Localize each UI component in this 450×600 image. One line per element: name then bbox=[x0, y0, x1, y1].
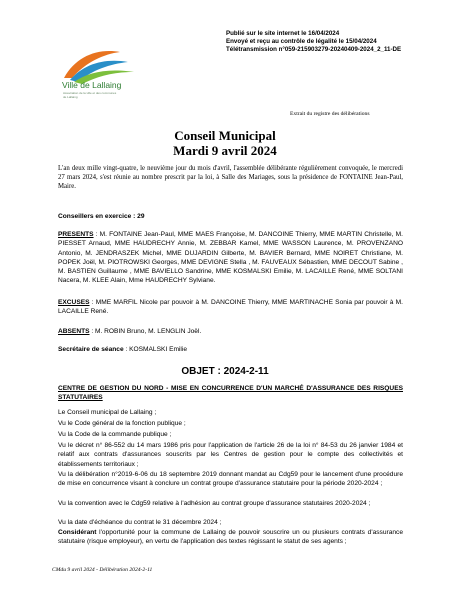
presents-text: : M. FONTAINE Jean-Paul, MME MAES Françoise, M. DANCOINE Thierry, MME MARTIN Christelle, M. PIESSET Arnaud, MME HAUDRECHY Annie, M. ZEBBAR Kamel, MME WASSON Laurence, M. PROVENZANO Antonio, M. JENDRASZEK Michel, MME DUJARDIN Gilberte, M. BAVIER Bernard, MME NOIRET Christiane, M. POPEK Joël, M. PIOTROWSKI Georges, MME DEVIGNE Stella , M. FAUVEAUX Sébastien, MME DECOUT Sabine , M. BASTIEN Guillaume , MME BAVIELLO Sandrine, MME KOSMALSKI Emilie, M. LACAILLE René, MME SOLTANI Nacera, M. KLEE Alain, Mme HAUDRECHY Sylviane. bbox=[58, 231, 403, 285]
presents-label: PRESENTS bbox=[58, 231, 94, 238]
intro-paragraph: L'an deux mille vingt-quatre, le neuvième jour du mois d'avril, l'assemblée délibérante régulièrement convoquée, le mercredi 27 mars 2024, s'est réunie au nombre prescrit par la loi, à Salle des Mariages, sous la présidence de FONTAINE Jean-Paul, Maire. bbox=[58, 165, 403, 191]
conseillers-count: Conseillers en exercice : 29 bbox=[58, 213, 145, 220]
considerant-label: Considérant bbox=[58, 529, 97, 536]
body-paragraph: Vu le Code général de la fonction publique ; bbox=[58, 420, 186, 427]
secretaire-label: Secrétaire de séance bbox=[58, 346, 124, 353]
publication-line: Envoyé et reçu au contrôle de légalité le 15/04/2024 bbox=[226, 38, 377, 45]
body-paragraph: Vu la Code de la commande publique ; bbox=[58, 431, 172, 438]
absents-label: ABSENTS bbox=[58, 328, 90, 335]
publication-info bbox=[226, 30, 401, 54]
body-paragraph: Vu la délibération n°2019-6-06 du 18 septembre 2019 donnant mandat au Cdg59 pour le lancement d'une procédure de mise en concurrence visant à conclure un contrat groupe d'assurance statutaire pour la période 2020-2024 ; bbox=[58, 471, 403, 488]
publication-line: Télétransmission n°059-215903279-20240409-2024_2_11-DE bbox=[226, 46, 402, 53]
title-date: Mardi 9 avril 2024 bbox=[173, 143, 277, 158]
excuses-text: : MME MARFIL Nicole par pouvoir à M. DANCOINE Thierry, MME MARTINACHE Sonia par pouvoir à M. LACAILLE René. bbox=[58, 299, 403, 316]
title-conseil: Conseil Municipal bbox=[174, 128, 276, 143]
considerant-text: l'opportunité pour la commune de Lallaing de pouvoir souscrire un ou plusieurs contrats d'assurance statutaire (risque employeur), en vertu de l'application des textes régissant le statut de ses agents ; bbox=[58, 529, 403, 546]
publication-line: Publié sur le site internet le 16/04/2024 bbox=[226, 30, 340, 37]
subject-heading: CENTRE DE GESTION DU NORD - MISE EN CONCURRENCE D'UN MARCHÉ D'ASSURANCE DES RISQUES STATUTAIRES bbox=[58, 385, 403, 402]
logo-subtitle: Association de la ville et des communes de Lallaing bbox=[63, 91, 117, 99]
objet-heading: OBJET : 2024-2-11 bbox=[181, 366, 269, 377]
absents-paragraph bbox=[58, 327, 403, 336]
absents-text: : M. ROBIN Bruno, M. LENGLIN Joël. bbox=[89, 328, 202, 335]
body-paragraph: Vu la convention avec le Cdg59 relative à l'adhésion au contrat groupe d'assurance statutaires 2020-2024 ; bbox=[58, 500, 371, 507]
page-footer: CMdu 9 avril 2024 - Délibération 2024-2-11 bbox=[52, 567, 153, 573]
secretaire-text: : KOSMALSKI Emilie bbox=[123, 346, 188, 353]
logo-name: Ville de Lallaing bbox=[62, 80, 122, 90]
body-paragraph: Vu la date d'échéance du contrat le 31 décembre 2024 ; bbox=[58, 519, 222, 526]
body-paragraph: Le Conseil municipal de Lallaing ; bbox=[58, 409, 157, 416]
extrait-registre: Extrait du registre des délibérations bbox=[290, 111, 370, 117]
body-paragraph: Vu le décret n° 86-552 du 14 mars 1986 pris pour l'application de l'article 26 de la loi n° 84-53 du 26 janvier 1984 et relatif aux contrats d'assurances souscrits par les Centres de gestion pour le compte des collectivités et établissements territoriaux ; bbox=[58, 442, 403, 468]
secretaire-paragraph bbox=[58, 345, 403, 354]
excuses-label: EXCUSES bbox=[58, 299, 90, 306]
body-paragraph bbox=[58, 528, 403, 547]
excuses-paragraph bbox=[58, 298, 403, 317]
presents-paragraph bbox=[58, 230, 403, 286]
